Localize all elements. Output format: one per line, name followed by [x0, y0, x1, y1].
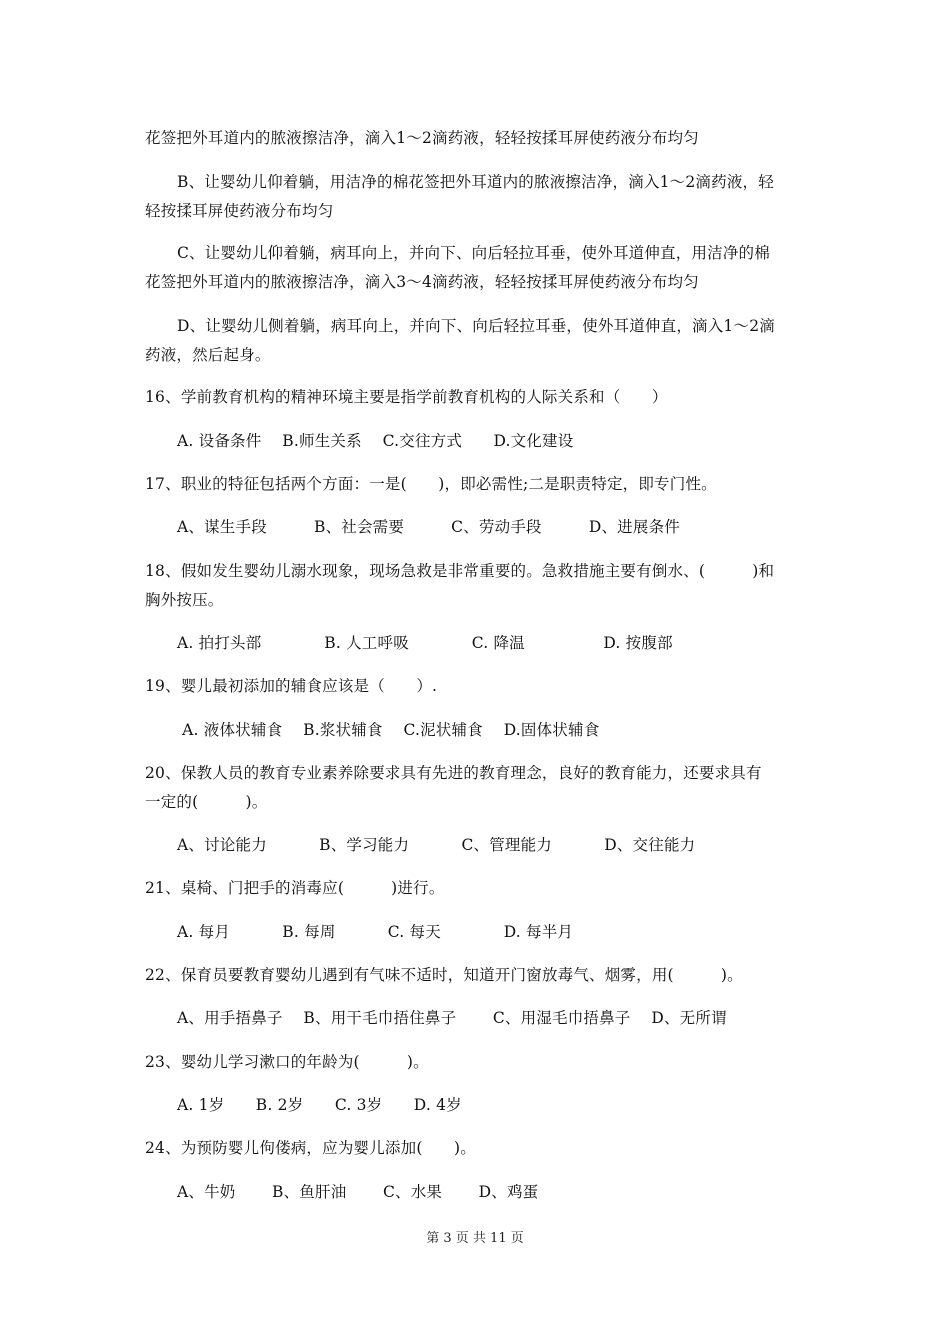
question-21-options: A. 每月 B. 每周 C. 每天 D. 每半月 [177, 923, 574, 941]
question-22-options: A、用手捂鼻子 B、用干毛巾捂住鼻子 C、用湿毛巾捂鼻子 D、无所谓 [177, 1009, 727, 1027]
question-18-line-2: 胸外按压。 [145, 591, 224, 609]
question-18-options: A. 拍打头部 B. 人工呼吸 C. 降温 D. 按腹部 [177, 634, 673, 652]
question-19: 19、婴儿最初添加的辅食应该是（ ）. [145, 677, 438, 695]
question-18-line-1: 18、假如发生婴幼儿溺水现象，现场急救是非常重要的。急救措施主要有倒水、( )和 [145, 562, 775, 580]
question-22: 22、保育员要教育婴幼儿遇到有气味不适时，知道开门窗放毒气、烟雾，用( )。 [145, 966, 743, 984]
question-17: 17、职业的特征包括两个方面：一是( )，即必需性;二是职责特定，即专门性。 [145, 475, 717, 493]
option-c-line-1: C、让婴幼儿仰着躺，病耳向上，并向下、向后轻拉耳垂，使外耳道伸直，用洁净的棉 [177, 244, 770, 262]
question-20-line-2: 一定的( )。 [145, 793, 268, 811]
option-c-line-2: 花签把外耳道内的脓液擦洁净，滴入3～4滴药液，轻轻按揉耳屏使药液分布均匀 [145, 273, 699, 291]
option-d-line-1: D、让婴幼儿侧着躺，病耳向上，并向下、向后轻拉耳垂，使外耳道伸直，滴入1～2滴 [177, 317, 775, 335]
question-20-line-1: 20、保教人员的教育专业素养除要求具有先进的教育理念，良好的教育能力，还要求具有 [145, 764, 762, 782]
question-19-options: A. 液体状辅食 B.浆状辅食 C.泥状辅食 D.固体状辅食 [177, 721, 600, 739]
page-footer: 第 3 页 共 11 页 [426, 1231, 524, 1246]
question-17-options: A、谋生手段 B、社会需要 C、劳动手段 D、进展条件 [177, 518, 680, 536]
question-16: 16、学前教育机构的精神环境主要是指学前教育机构的人际关系和（ ） [145, 388, 668, 406]
question-24: 24、为预防婴儿佝偻病，应为婴儿添加( )。 [145, 1139, 476, 1157]
option-d-line-2: 药液，然后起身。 [145, 346, 271, 364]
question-23: 23、婴幼儿学习漱口的年龄为( )。 [145, 1053, 429, 1071]
option-b-line-1: B、让婴幼儿仰着躺，用洁净的棉花签把外耳道内的脓液擦洁净，滴入1～2滴药液，轻 [177, 173, 774, 191]
question-21: 21、桌椅、门把手的消毒应( )进行。 [145, 879, 445, 897]
question-23-options: A. 1岁 B. 2岁 C. 3岁 D. 4岁 [177, 1096, 462, 1114]
question-20-options: A、讨论能力 B、学习能力 C、管理能力 D、交往能力 [177, 836, 696, 854]
text-line: 花签把外耳道内的脓液擦洁净，滴入1～2滴药液，轻轻按揉耳屏使药液分布均匀 [145, 129, 699, 147]
question-24-options: A、牛奶 B、鱼肝油 C、水果 D、鸡蛋 [177, 1183, 539, 1201]
question-16-options: A. 设备条件 B.师生关系 C.交往方式 D.文化建设 [177, 432, 574, 450]
option-b-line-2: 轻按揉耳屏使药液分布均匀 [145, 202, 334, 220]
